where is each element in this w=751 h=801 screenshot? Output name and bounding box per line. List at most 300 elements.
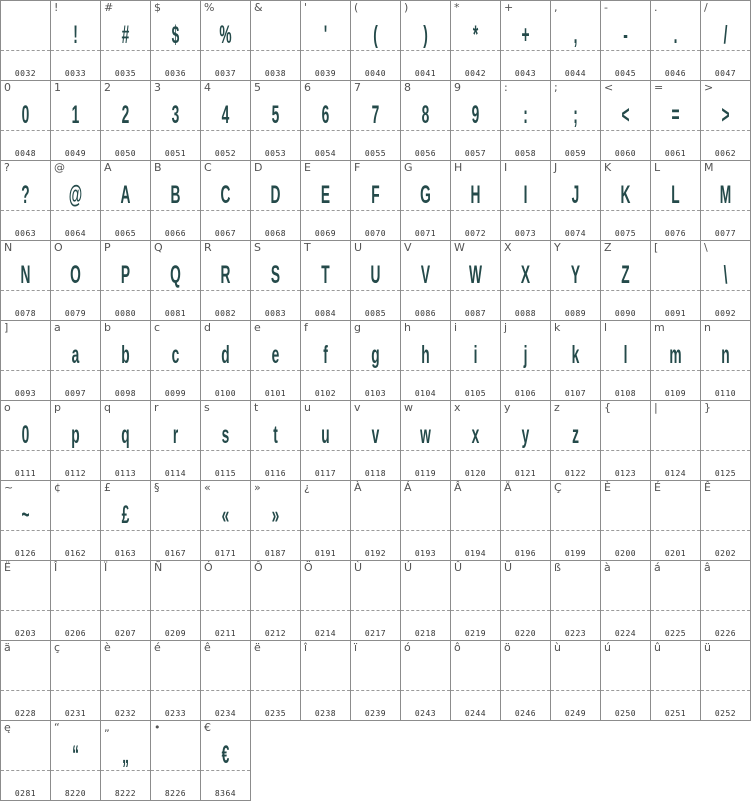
glyph-cell	[600, 640, 651, 721]
baseline-divider	[151, 50, 200, 51]
baseline-divider	[401, 530, 450, 531]
character-label: H	[454, 161, 463, 174]
glyph-sample	[162, 661, 189, 689]
glyph-cell	[400, 400, 451, 481]
glyph-sample: G	[420, 181, 431, 209]
character-code: 0112	[64, 469, 87, 478]
character-label: %	[204, 1, 215, 14]
baseline-divider	[651, 450, 700, 451]
character-code: 0232	[114, 709, 137, 718]
character-code: 0211	[214, 629, 237, 638]
character-code: 0052	[214, 149, 237, 158]
baseline-divider	[401, 50, 450, 51]
character-code: 0239	[364, 709, 387, 718]
glyph-cell	[650, 320, 701, 401]
glyph-sample: B	[170, 181, 181, 209]
glyph-cell	[200, 320, 251, 401]
character-code: 0047	[714, 69, 737, 78]
character-label: .	[654, 1, 658, 14]
glyph-cell	[450, 0, 501, 81]
glyph-cell	[650, 240, 701, 321]
glyph-sample: x	[471, 421, 480, 449]
character-label: >	[704, 81, 714, 94]
character-label: P	[104, 241, 111, 254]
glyph-cell	[150, 80, 201, 161]
character-label: Q	[154, 241, 163, 254]
glyph-cell	[200, 160, 251, 241]
glyph-sample	[612, 501, 639, 529]
glyph-sample	[562, 501, 589, 529]
glyph-sample: \	[723, 261, 728, 289]
character-code: 0223	[564, 629, 587, 638]
character-code: 0123	[614, 469, 637, 478]
character-code: 0193	[414, 549, 437, 558]
character-label: ¿	[304, 481, 310, 494]
baseline-divider	[601, 210, 650, 211]
glyph-cell	[650, 400, 701, 481]
glyph-sample	[712, 421, 739, 449]
glyph-sample	[362, 661, 389, 689]
glyph-cell	[500, 640, 551, 721]
glyph-cell	[100, 160, 151, 241]
baseline-divider	[701, 210, 750, 211]
glyph-cell	[650, 80, 701, 161]
character-code: 0081	[164, 309, 187, 318]
glyph-sample: !	[73, 21, 78, 49]
character-code: 0042	[464, 69, 487, 78]
glyph-sample: q	[121, 421, 130, 449]
glyph-sample: 4	[221, 101, 230, 129]
baseline-divider	[351, 130, 400, 131]
glyph-sample: O	[70, 261, 81, 289]
character-label: I	[504, 161, 508, 174]
glyph-cell	[350, 240, 401, 321]
baseline-divider	[51, 50, 100, 51]
character-label: x	[454, 401, 461, 414]
baseline-divider	[701, 530, 750, 531]
glyph-cell	[600, 320, 651, 401]
character-code: 0117	[314, 469, 337, 478]
character-label: L	[654, 161, 661, 174]
glyph-sample	[662, 501, 689, 529]
character-code: 0113	[114, 469, 137, 478]
character-label: ä	[4, 641, 11, 654]
glyph-cell	[300, 240, 351, 321]
baseline-divider	[451, 530, 500, 531]
baseline-divider	[351, 690, 400, 691]
baseline-divider	[601, 610, 650, 611]
character-label: ę	[4, 721, 11, 734]
glyph-sample	[712, 581, 739, 609]
baseline-divider	[451, 690, 500, 691]
character-label: b	[104, 321, 111, 334]
glyph-cell	[500, 80, 551, 161]
baseline-divider	[551, 50, 600, 51]
character-label: •	[154, 721, 161, 734]
glyph-sample: 9	[471, 101, 480, 129]
baseline-divider	[651, 130, 700, 131]
character-code: 0202	[714, 549, 737, 558]
glyph-sample: t	[273, 421, 278, 449]
character-code: 0078	[14, 309, 37, 318]
baseline-divider	[551, 450, 600, 451]
glyph-sample: £	[121, 501, 130, 529]
baseline-divider	[551, 530, 600, 531]
character-label: Ü	[504, 561, 513, 574]
glyph-cell	[0, 480, 51, 561]
baseline-divider	[201, 290, 250, 291]
baseline-divider	[301, 130, 350, 131]
glyph-sample: E	[320, 181, 331, 209]
character-code: 0192	[364, 549, 387, 558]
character-code: 0039	[314, 69, 337, 78]
glyph-sample: N	[20, 261, 31, 289]
character-code: 0124	[664, 469, 687, 478]
glyph-cell	[550, 480, 601, 561]
baseline-divider	[351, 290, 400, 291]
glyph-cell	[450, 240, 501, 321]
baseline-divider	[151, 290, 200, 291]
baseline-divider	[251, 370, 300, 371]
baseline-divider	[201, 530, 250, 531]
glyph-cell	[450, 400, 501, 481]
glyph-cell	[300, 400, 351, 481]
baseline-divider	[251, 210, 300, 211]
baseline-divider	[551, 690, 600, 691]
baseline-divider	[351, 370, 400, 371]
baseline-divider	[301, 690, 350, 691]
glyph-sample: U	[370, 261, 381, 289]
character-code: 0121	[514, 469, 537, 478]
glyph-cell	[50, 320, 101, 401]
character-label: E	[304, 161, 311, 174]
character-code: 0212	[264, 629, 287, 638]
character-label: l	[604, 321, 608, 334]
glyph-cell	[150, 400, 201, 481]
character-label: a	[54, 321, 61, 334]
character-label: V	[404, 241, 412, 254]
baseline-divider	[151, 530, 200, 531]
character-code: 0246	[514, 709, 537, 718]
glyph-sample	[62, 661, 89, 689]
character-label: ;	[554, 81, 558, 94]
baseline-divider	[701, 370, 750, 371]
baseline-divider	[551, 130, 600, 131]
glyph-cell	[700, 400, 751, 481]
glyph-sample	[512, 661, 539, 689]
character-label: R	[204, 241, 212, 254]
glyph-sample: f	[323, 341, 328, 369]
glyph-cell	[350, 160, 401, 241]
character-code: 0233	[164, 709, 187, 718]
baseline-divider	[501, 690, 550, 691]
character-label: é	[154, 641, 161, 654]
baseline-divider	[301, 210, 350, 211]
glyph-sample	[212, 581, 239, 609]
glyph-sample: g	[371, 341, 380, 369]
character-code: 0199	[564, 549, 587, 558]
character-code: 0057	[464, 149, 487, 158]
character-label: <	[604, 81, 614, 94]
character-code: 8222	[114, 789, 137, 798]
baseline-divider	[301, 370, 350, 371]
character-label: #	[104, 1, 114, 14]
glyph-sample: 7	[371, 101, 380, 129]
baseline-divider	[451, 290, 500, 291]
glyph-cell	[50, 640, 101, 721]
character-code: 0046	[664, 69, 687, 78]
character-code: 0063	[14, 229, 37, 238]
character-code: 0162	[64, 549, 87, 558]
character-code: 0069	[314, 229, 337, 238]
character-label: Ô	[254, 561, 263, 574]
character-code: 0086	[414, 309, 437, 318]
glyph-sample: +	[521, 21, 530, 49]
glyph-sample: -	[623, 21, 628, 49]
character-label: ,	[554, 1, 558, 14]
baseline-divider	[501, 50, 550, 51]
glyph-sample: 5	[271, 101, 280, 129]
glyph-sample: ?	[21, 181, 30, 209]
glyph-cell	[0, 560, 51, 641]
character-label: y	[504, 401, 511, 414]
character-code: 0219	[464, 629, 487, 638]
glyph-cell	[700, 480, 751, 561]
character-label: [	[654, 241, 659, 254]
character-code: 0071	[414, 229, 437, 238]
character-code: 0220	[514, 629, 537, 638]
baseline-divider	[601, 130, 650, 131]
baseline-divider	[551, 610, 600, 611]
baseline-divider	[51, 690, 100, 691]
glyph-cell	[0, 400, 51, 481]
glyph-cell	[250, 80, 301, 161]
baseline-divider	[1, 690, 50, 691]
character-code: 0093	[14, 389, 37, 398]
glyph-cell	[50, 160, 101, 241]
character-label: T	[304, 241, 311, 254]
character-label: i	[454, 321, 458, 334]
baseline-divider	[151, 210, 200, 211]
baseline-divider	[101, 770, 150, 771]
glyph-cell	[650, 560, 701, 641]
character-label: Ê	[704, 481, 711, 494]
glyph-sample	[662, 581, 689, 609]
baseline-divider	[1, 130, 50, 131]
character-code: 0244	[464, 709, 487, 718]
glyph-cell	[450, 320, 501, 401]
baseline-divider	[1, 290, 50, 291]
character-label: »	[254, 481, 261, 494]
character-code: 0044	[564, 69, 587, 78]
character-label: j	[504, 321, 508, 334]
character-label: m	[654, 321, 665, 334]
character-code: 0110	[714, 389, 737, 398]
character-code: 0125	[714, 469, 737, 478]
character-label: d	[204, 321, 211, 334]
character-label: p	[54, 401, 61, 414]
character-label: /	[704, 1, 708, 14]
character-label: !	[54, 1, 59, 14]
glyph-sample: r	[172, 421, 179, 449]
character-code: 0067	[214, 229, 237, 238]
character-label: @	[54, 161, 65, 174]
character-code: 0107	[564, 389, 587, 398]
baseline-divider	[201, 610, 250, 611]
character-label: 2	[104, 81, 111, 94]
glyph-cell	[400, 160, 451, 241]
character-code: 0187	[264, 549, 287, 558]
glyph-sample	[662, 421, 689, 449]
character-label: Â	[454, 481, 462, 494]
baseline-divider	[401, 210, 450, 211]
glyph-sample	[712, 501, 739, 529]
glyph-cell	[50, 480, 101, 561]
glyph-sample: a	[71, 341, 80, 369]
glyph-cell	[300, 0, 351, 81]
glyph-cell	[100, 240, 151, 321]
glyph-sample: z	[572, 421, 579, 449]
character-code: 0088	[514, 309, 537, 318]
character-label: z	[554, 401, 560, 414]
character-label: 1	[54, 81, 61, 94]
glyph-cell	[400, 640, 451, 721]
glyph-sample: c	[171, 341, 180, 369]
character-label: É	[654, 481, 661, 494]
character-label: M	[704, 161, 714, 174]
character-code: 0045	[614, 69, 637, 78]
character-label: D	[254, 161, 263, 174]
character-label: X	[504, 241, 512, 254]
glyph-cell	[250, 0, 301, 81]
baseline-divider	[101, 210, 150, 211]
character-label: ê	[204, 641, 211, 654]
glyph-sample	[412, 661, 439, 689]
glyph-cell	[500, 480, 551, 561]
baseline-divider	[501, 130, 550, 131]
character-label: ú	[604, 641, 611, 654]
glyph-sample: b	[121, 341, 130, 369]
glyph-sample: (	[373, 21, 378, 49]
character-code: 0111	[14, 469, 37, 478]
glyph-cell	[150, 160, 201, 241]
glyph-cell	[200, 720, 251, 801]
baseline-divider	[701, 610, 750, 611]
glyph-sample	[12, 581, 39, 609]
glyph-sample	[262, 661, 289, 689]
character-code: 0201	[664, 549, 687, 558]
character-code: 0102	[314, 389, 337, 398]
baseline-divider	[401, 290, 450, 291]
baseline-divider	[501, 210, 550, 211]
baseline-divider	[301, 530, 350, 531]
character-code: 0051	[164, 149, 187, 158]
baseline-divider	[51, 130, 100, 131]
character-code: 0050	[114, 149, 137, 158]
character-label: Ö	[304, 561, 313, 574]
baseline-divider	[501, 530, 550, 531]
character-label: ç	[54, 641, 61, 654]
glyph-cell	[100, 0, 151, 81]
character-label: 5	[254, 81, 261, 94]
glyph-sample	[362, 581, 389, 609]
glyph-sample: X	[520, 261, 531, 289]
character-label: A	[104, 161, 112, 174]
glyph-cell	[250, 240, 301, 321]
character-label: u	[304, 401, 311, 414]
glyph-sample	[62, 501, 89, 529]
glyph-cell	[100, 720, 151, 801]
character-label: „	[104, 721, 110, 734]
glyph-cell	[700, 560, 751, 641]
character-code: 0120	[464, 469, 487, 478]
character-label: à	[604, 561, 611, 574]
character-code: 0234	[214, 709, 237, 718]
character-label: c	[154, 321, 161, 334]
character-code: 0073	[514, 229, 537, 238]
glyph-sample: W	[469, 261, 482, 289]
glyph-cell	[450, 560, 501, 641]
character-code: 0080	[114, 309, 137, 318]
glyph-cell	[0, 160, 51, 241]
glyph-sample: D	[270, 181, 281, 209]
character-code: 0041	[414, 69, 437, 78]
glyph-cell	[600, 400, 651, 481]
baseline-divider	[651, 210, 700, 211]
glyph-cell	[50, 560, 101, 641]
character-code: 0048	[14, 149, 37, 158]
glyph-cell	[650, 640, 701, 721]
baseline-divider	[451, 50, 500, 51]
character-label: Î	[54, 561, 58, 574]
glyph-cell	[100, 320, 151, 401]
baseline-divider	[401, 130, 450, 131]
glyph-cell	[550, 560, 601, 641]
glyph-sample: ~	[21, 501, 30, 529]
character-code: 0077	[714, 229, 737, 238]
baseline-divider	[51, 450, 100, 451]
baseline-divider	[151, 610, 200, 611]
glyph-sample: M	[719, 181, 732, 209]
glyph-cell	[250, 640, 301, 721]
character-code: 0115	[214, 469, 237, 478]
baseline-divider	[151, 770, 200, 771]
glyph-cell	[100, 640, 151, 721]
glyph-cell	[100, 480, 151, 561]
character-label: J	[554, 161, 558, 174]
glyph-sample: 8	[421, 101, 430, 129]
character-label: N	[4, 241, 13, 254]
character-code: 0036	[164, 69, 187, 78]
glyph-sample: H	[470, 181, 481, 209]
character-code: 0209	[164, 629, 187, 638]
character-code: 0203	[14, 629, 37, 638]
character-label: 6	[304, 81, 311, 94]
glyph-cell	[50, 400, 101, 481]
character-code: 0082	[214, 309, 237, 318]
baseline-divider	[551, 370, 600, 371]
character-code: 8226	[164, 789, 187, 798]
glyph-cell	[350, 480, 401, 561]
glyph-cell	[150, 720, 201, 801]
baseline-divider	[401, 690, 450, 691]
character-code: 0196	[514, 549, 537, 558]
glyph-sample	[612, 581, 639, 609]
baseline-divider	[501, 610, 550, 611]
glyph-sample: k	[571, 341, 580, 369]
character-label: Ó	[204, 561, 213, 574]
character-label: k	[554, 321, 561, 334]
